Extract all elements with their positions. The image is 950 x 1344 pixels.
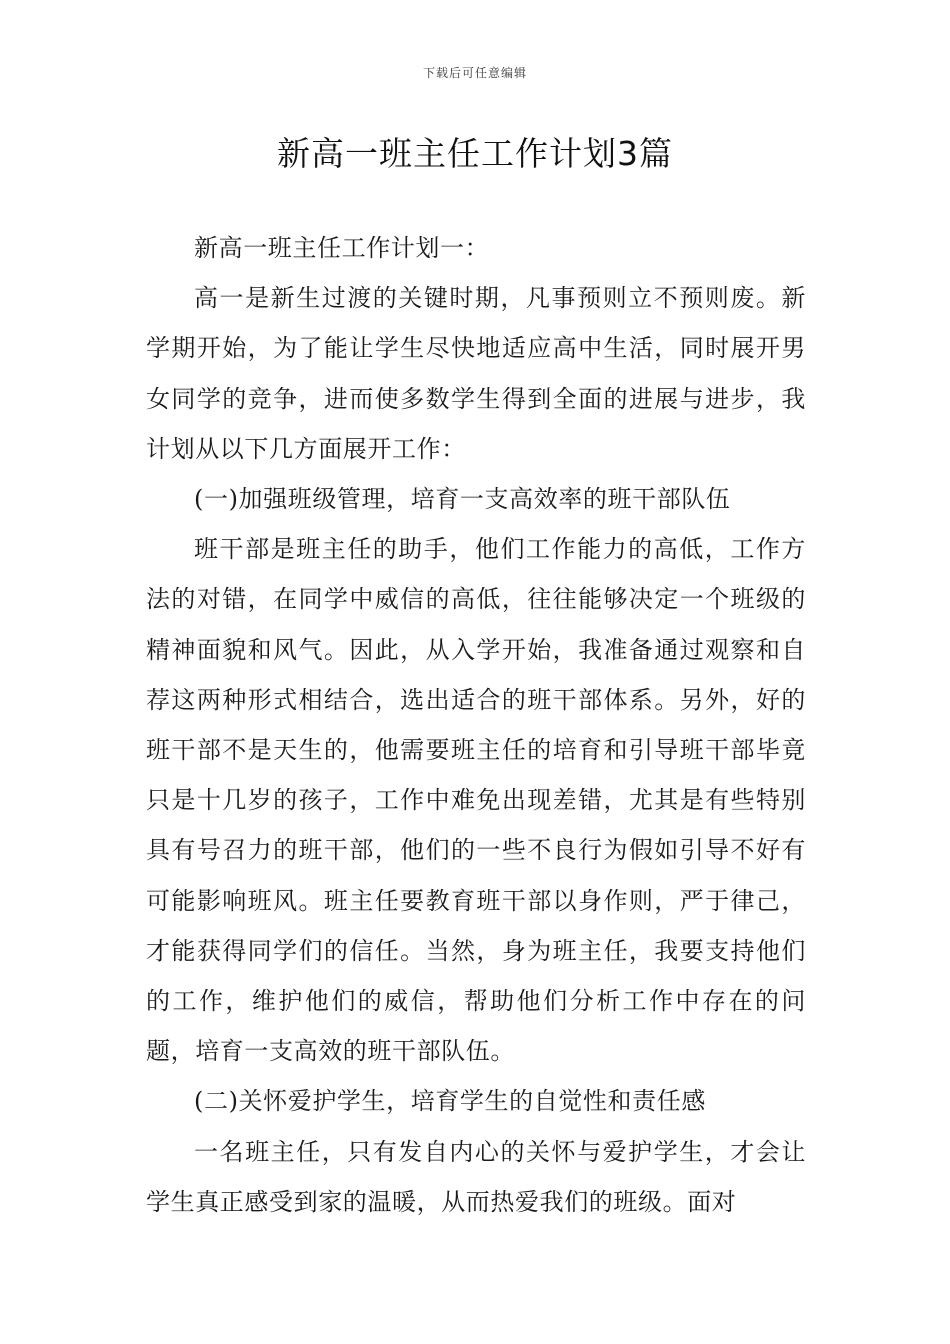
paragraph-intro: 高一是新生过渡的关键时期，凡事预则立不预则废。新学期开始，为了能让学生尽快地适应高中生活，同时展开男女同学的竞争，进而使多数学生得到全面的进展与进步，我计划从以下几方面展开工作： bbox=[146, 284, 806, 463]
paragraph-subheading-1: (一)加强班级管理，培育一支高效率的班干部队伍 bbox=[194, 485, 731, 514]
header-note: 下载后可任意编辑 bbox=[422, 66, 527, 80]
paragraph-care-students: 一名班主任，只有发自内心的关怀与爱护学生，才会让学生真正感受到家的温暖，从而热爱我们的班级。面对 bbox=[146, 1137, 806, 1216]
paragraph-class-cadres: 班干部是班主任的助手，他们工作能力的高低，工作方法的对错，在同学中威信的高低，往往能够决定一个班级的精神面貌和风气。因此，从入学开始，我准备通过观察和自荐这两种形式相结合，选出适合的班干部体系。另外，好的班干部不是天生的，他需要班主任的培育和引导班干部毕竟只是十几岁的孩子，工作中难免出现差错，尤其是有些特别具有号召力的班干部，他们的一些不良行为假如引导不好有可能影响班风。班主任要教育班干部以身作则，严于律己，才能获得同学们的信任。当然，身为班主任，我要支持他们的工作，维护他们的威信，帮助他们分析工作中存在的问题，培育一支高效的班干部队伍。 bbox=[146, 535, 806, 1066]
document-title: 新高一班主任工作计划3篇 bbox=[277, 134, 673, 173]
document-body bbox=[146, 223, 806, 1227]
paragraph-subheading-2: (二)关怀爱护学生，培育学生的自觉性和责任感 bbox=[194, 1087, 706, 1116]
paragraph-section-heading: 新高一班主任工作计划一： bbox=[194, 234, 490, 262]
